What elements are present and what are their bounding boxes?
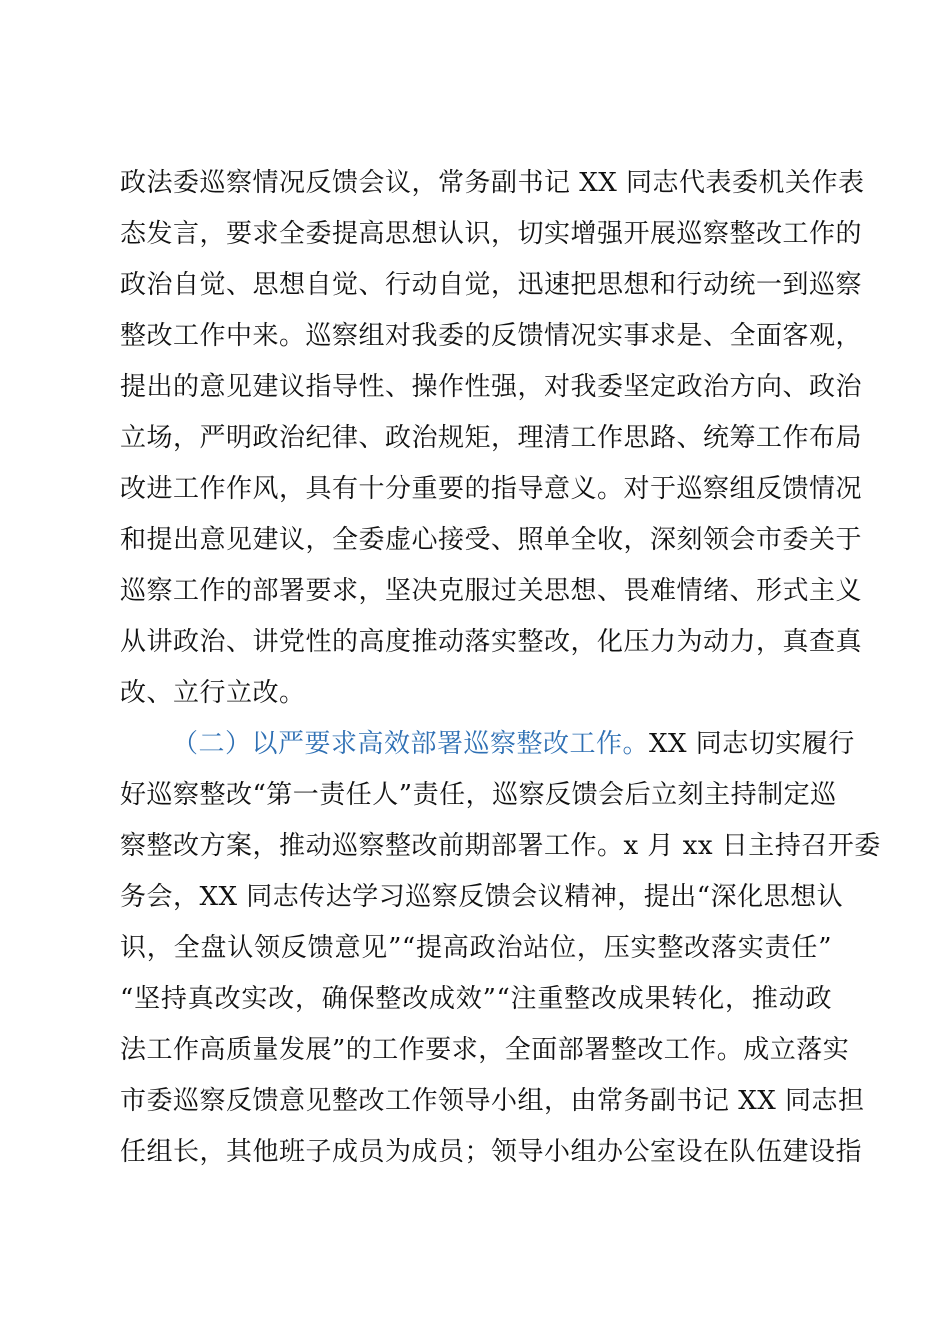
section-heading-line: [172, 724, 855, 764]
body-text-line: 政法委巡察情况反馈会议，常务副书记 XX 同志代表委机关作表: [120, 168, 865, 198]
body-text-line: 任组长，其他班子成员为成员；领导小组办公室设在队伍建设指: [120, 1137, 863, 1167]
body-text-line: 法工作高质量发展”的工作要求，全面部署整改工作。成立落实: [120, 1035, 850, 1065]
body-text-line: 态发言，要求全委提高思想认识，切实增强开展巡察整改工作的: [120, 219, 863, 249]
body-text-line: 和提出意见建议，全委虚心接受、照单全收，深刻领会市委关于: [120, 525, 863, 555]
body-text-line: 察整改方案，推动巡察整改前期部署工作。x 月 xx 日主持召开委: [120, 831, 881, 861]
body-text-line: 整改工作中来。巡察组对我委的反馈情况实事求是、全面客观，: [120, 321, 863, 351]
body-text-line: 巡察工作的部署要求，坚决克服过关思想、畏难情绪、形式主义: [120, 576, 863, 606]
body-text-line: 从讲政治、讲党性的高度推动落实整改，化压力为动力，真查真: [120, 627, 863, 657]
body-text-line: 立场，严明政治纪律、政治规矩，理清工作思路、统筹工作布局: [120, 423, 863, 453]
body-text-line: 务会，XX 同志传达学习巡察反馈会议精神，提出“深化思想认: [120, 882, 844, 912]
body-text-line: “坚持真改实改，确保整改成效”“注重整改成果转化，推动政: [120, 984, 832, 1014]
body-text-line: 识，全盘认领反馈意见”“提高政治站位，压实整改落实责任”: [120, 933, 832, 963]
body-text-line: 改进工作作风，具有十分重要的指导意义。对于巡察组反馈情况: [120, 474, 863, 504]
body-text-line: 改、立行立改。: [120, 678, 306, 708]
body-text-line: 市委巡察反馈意见整改工作领导小组，由常务副书记 XX 同志担: [120, 1086, 865, 1116]
body-text-line: 好巡察整改“第一责任人”责任，巡察反馈会后立刻主持制定巡: [120, 780, 837, 810]
heading-line-text: XX 同志切实履行: [649, 729, 855, 759]
section-heading: （二）以严要求高效部署巡察整改工作。: [172, 729, 650, 759]
body-text-line: 政治自觉、思想自觉、行动自觉，迅速把思想和行动统一到巡察: [120, 270, 863, 300]
body-text-line: 提出的意见建议指导性、操作性强，对我委坚定政治方向、政治: [120, 372, 863, 402]
